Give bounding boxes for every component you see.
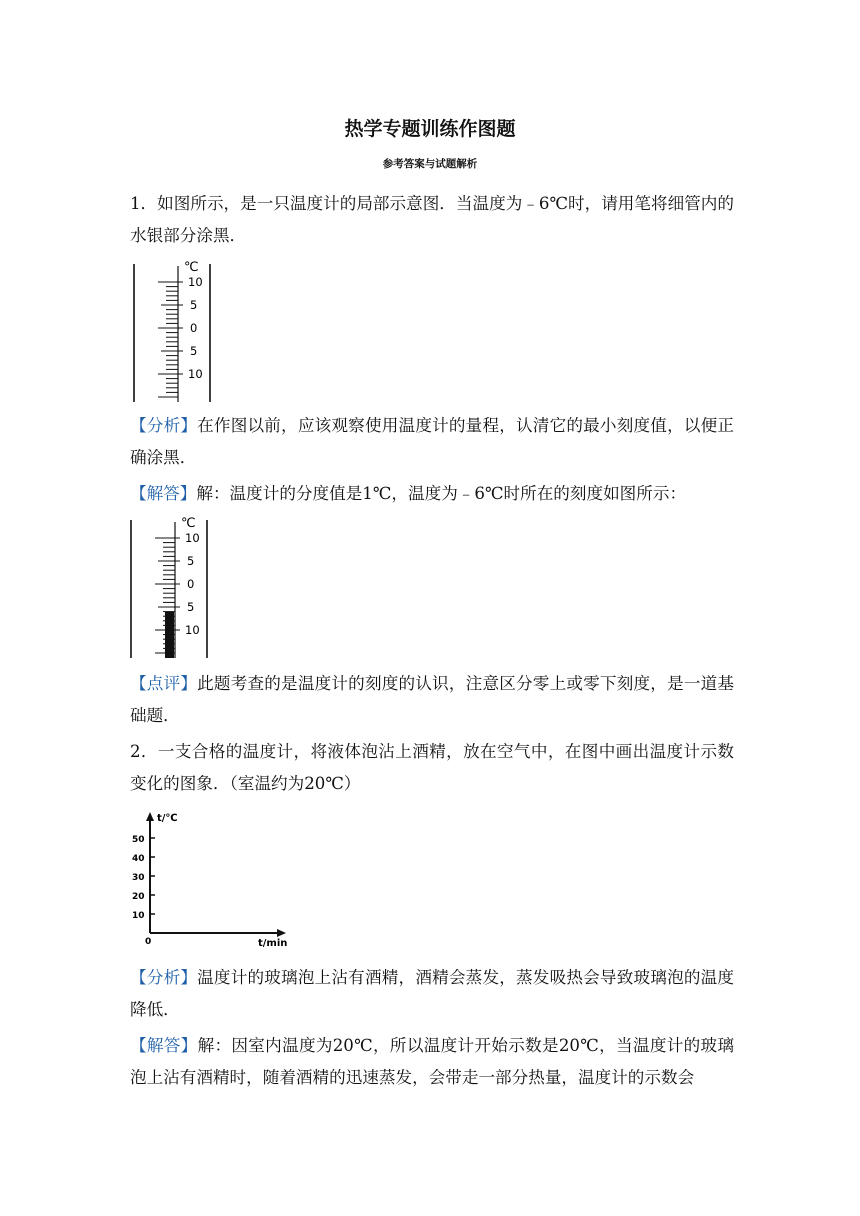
y-tick-label: 40 (132, 854, 145, 864)
q2-analysis (130, 962, 734, 1026)
q1-tick-label: 10 (188, 367, 203, 381)
q2-graph-figure (128, 808, 303, 953)
q1-thermometer-figure (128, 256, 218, 406)
q1-answer (130, 478, 734, 510)
comment-tag: 【点评】 (130, 674, 198, 693)
q1-scale-ticks (158, 282, 178, 397)
mercury-column (165, 612, 174, 658)
q1-answer-tick-label: 10 (185, 623, 200, 637)
q1-answer-tick-label: 10 (185, 531, 200, 545)
q1-tick-label: 10 (188, 275, 203, 289)
analysis-text: 温度计的玻璃泡上沾有酒精，酒精会蒸发，蒸发吸热会导致玻璃泡的温度降低． (130, 968, 735, 1019)
q1-tick-marks-right (178, 282, 183, 374)
q1-answer-unit-label: ℃ (181, 516, 196, 531)
q1-tick-label: 5 (190, 344, 198, 358)
y-axis-arrow (146, 812, 154, 821)
q1-answer-tick-label: 5 (187, 554, 195, 568)
answer-text: 解：温度计的分度值是1℃，温度为﹣6℃时所在的刻度如图所示： (196, 484, 687, 503)
analysis-text: 在作图以前，应该观察使用温度计的量程，认清它的最小刻度值，以便正确涂黑． (130, 416, 735, 467)
y-tick-label: 10 (132, 911, 145, 921)
q2-question-text: 2．一支合格的温度计，将液体泡沾上酒精，放在空气中，在图中画出温度计示数变化的图象．（室温约为20℃） (130, 742, 734, 793)
q1-question-text: 1．如图所示，是一只温度计的局部示意图．当温度为﹣6℃时，请用笔将细管内的水银部分涂黑． (130, 194, 734, 245)
q1-answer-tick-label: 5 (187, 600, 195, 614)
q1-answer-thermometer-figure (125, 512, 215, 662)
page-title: 热学专题训练作图题 (344, 118, 516, 140)
q1-tick-label: 5 (190, 298, 198, 312)
q1-unit-label: ℃ (184, 260, 199, 275)
origin-label: 0 (145, 937, 152, 947)
q2-answer (130, 1030, 734, 1094)
comment-text: 此题考查的是温度计的刻度的认识，注意区分零上或零下刻度，是一道基础题． (130, 674, 735, 725)
y-tick-label: 30 (132, 873, 145, 883)
answer-tag: 【解答】 (130, 1036, 198, 1055)
q1-comment (130, 668, 734, 732)
q1-tick-label: 0 (190, 321, 198, 335)
q1-answer-tick-label: 0 (187, 577, 195, 591)
y-tick-label: 20 (132, 892, 145, 902)
y-axis-label: t/℃ (157, 813, 178, 824)
q1-analysis (130, 410, 734, 474)
q1-answer-tick-marks-right (175, 538, 180, 630)
page-subtitle: 参考答案与试题解析 (382, 158, 478, 170)
y-tick-label: 50 (132, 835, 145, 845)
answer-text: 解：因室内温度为20℃，所以温度计开始示数是20℃，当温度计的玻璃泡上沾有酒精时，随着酒精的迅速蒸发，会带走一部分热量，温度计的示数会 (130, 1036, 735, 1087)
analysis-tag: 【分析】 (130, 416, 198, 435)
analysis-tag: 【分析】 (130, 968, 198, 987)
answer-tag: 【解答】 (130, 484, 197, 503)
x-axis-label: t/min (258, 938, 288, 949)
x-axis-arrow (277, 929, 286, 937)
